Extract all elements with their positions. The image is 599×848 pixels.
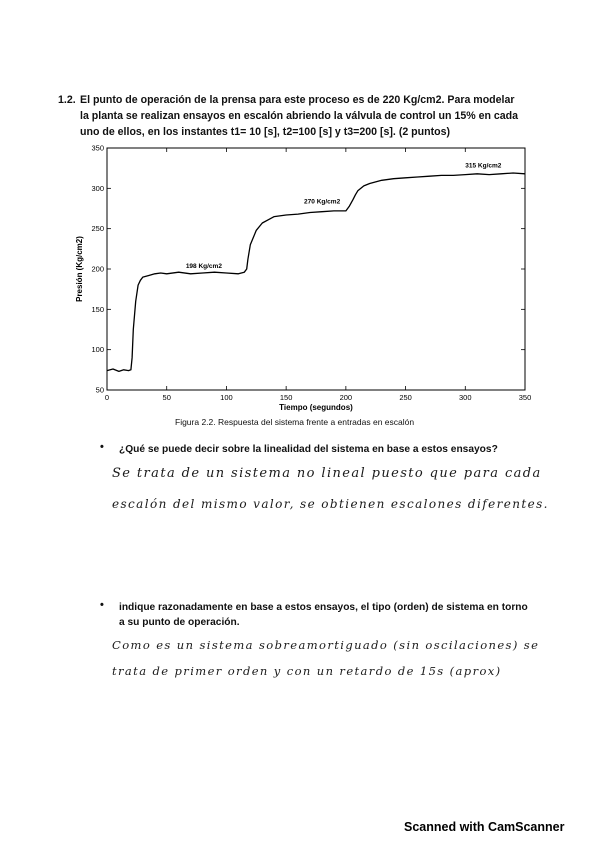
x-tick-label: 50 — [162, 393, 171, 402]
x-axis-label: Tiempo (segundos) — [279, 403, 353, 412]
answer-2-line-1: Como es un sistema sobreamortiguado (sin oscilaciones) se — [112, 638, 540, 652]
y-tick-label: 150 — [91, 304, 104, 314]
x-tick-label: 150 — [279, 393, 293, 402]
y-axis-label: Presión (Kg/cm2) — [75, 236, 84, 302]
figure-caption: Figura 2.2. Respuesta del sistema frente a entradas en escalón — [175, 417, 415, 427]
y-tick-label: 100 — [91, 345, 104, 355]
step-response-chart — [72, 140, 542, 415]
x-tick-label: 100 — [220, 393, 233, 402]
bullet-question-2-line-2: a su punto de operación. — [119, 617, 240, 628]
data-annotation: 315 Kg/cm2 — [465, 162, 502, 170]
y-tick-label: 250 — [91, 224, 104, 234]
bullet-question-2-line-1: indique razonadamente en base a estos ensayos, el tipo (orden) de sistema en torno — [119, 602, 528, 613]
answer-1-line-2: escalón del mismo valor, se obtienen escalones diferentes. — [112, 497, 549, 511]
question-line-1: El punto de operación de la prensa para este proceso es de 220 Kg/cm2. Para modelar — [80, 94, 515, 106]
y-tick-label: 350 — [91, 143, 104, 153]
data-annotation: 270 Kg/cm2 — [304, 198, 341, 206]
scanner-watermark: Scanned with CamScanner — [404, 820, 565, 834]
y-tick-label: 200 — [91, 264, 104, 274]
x-tick-label: 250 — [399, 393, 412, 402]
x-tick-label: 0 — [104, 393, 110, 402]
question-number: 1.2. — [58, 94, 76, 106]
data-annotation: 198 Kg/cm2 — [185, 263, 222, 271]
x-tick-label: 200 — [339, 393, 353, 402]
answer-1-line-1: Se trata de un sistema no lineal puesto que para cada — [112, 466, 542, 481]
question-line-3: uno de ellos, en los instantes t1= 10 [s], t2=100 [s] y t3=200 [s]. (2 puntos) — [80, 126, 451, 138]
bullet-marker-2: • — [100, 599, 104, 611]
plot-frame — [107, 148, 525, 390]
answer-2-line-2: trata de primer orden y con un retardo de 15s (aprox) — [112, 664, 502, 678]
question-heading — [58, 92, 528, 140]
x-tick-label: 350 — [518, 393, 532, 402]
y-tick-label: 300 — [91, 183, 104, 193]
y-tick-label: 50 — [95, 385, 104, 395]
question-line-2: la planta se realizan ensayos en escalón abriendo la válvula de control un 15% en cada — [80, 110, 519, 122]
bullet-marker-1: • — [100, 441, 104, 453]
bullet-question-2 — [119, 600, 528, 630]
bullet-question-1: ¿Qué se puede decir sobre la linealidad del sistema en base a estos ensayos? — [119, 444, 498, 455]
x-tick-label: 300 — [459, 393, 472, 402]
